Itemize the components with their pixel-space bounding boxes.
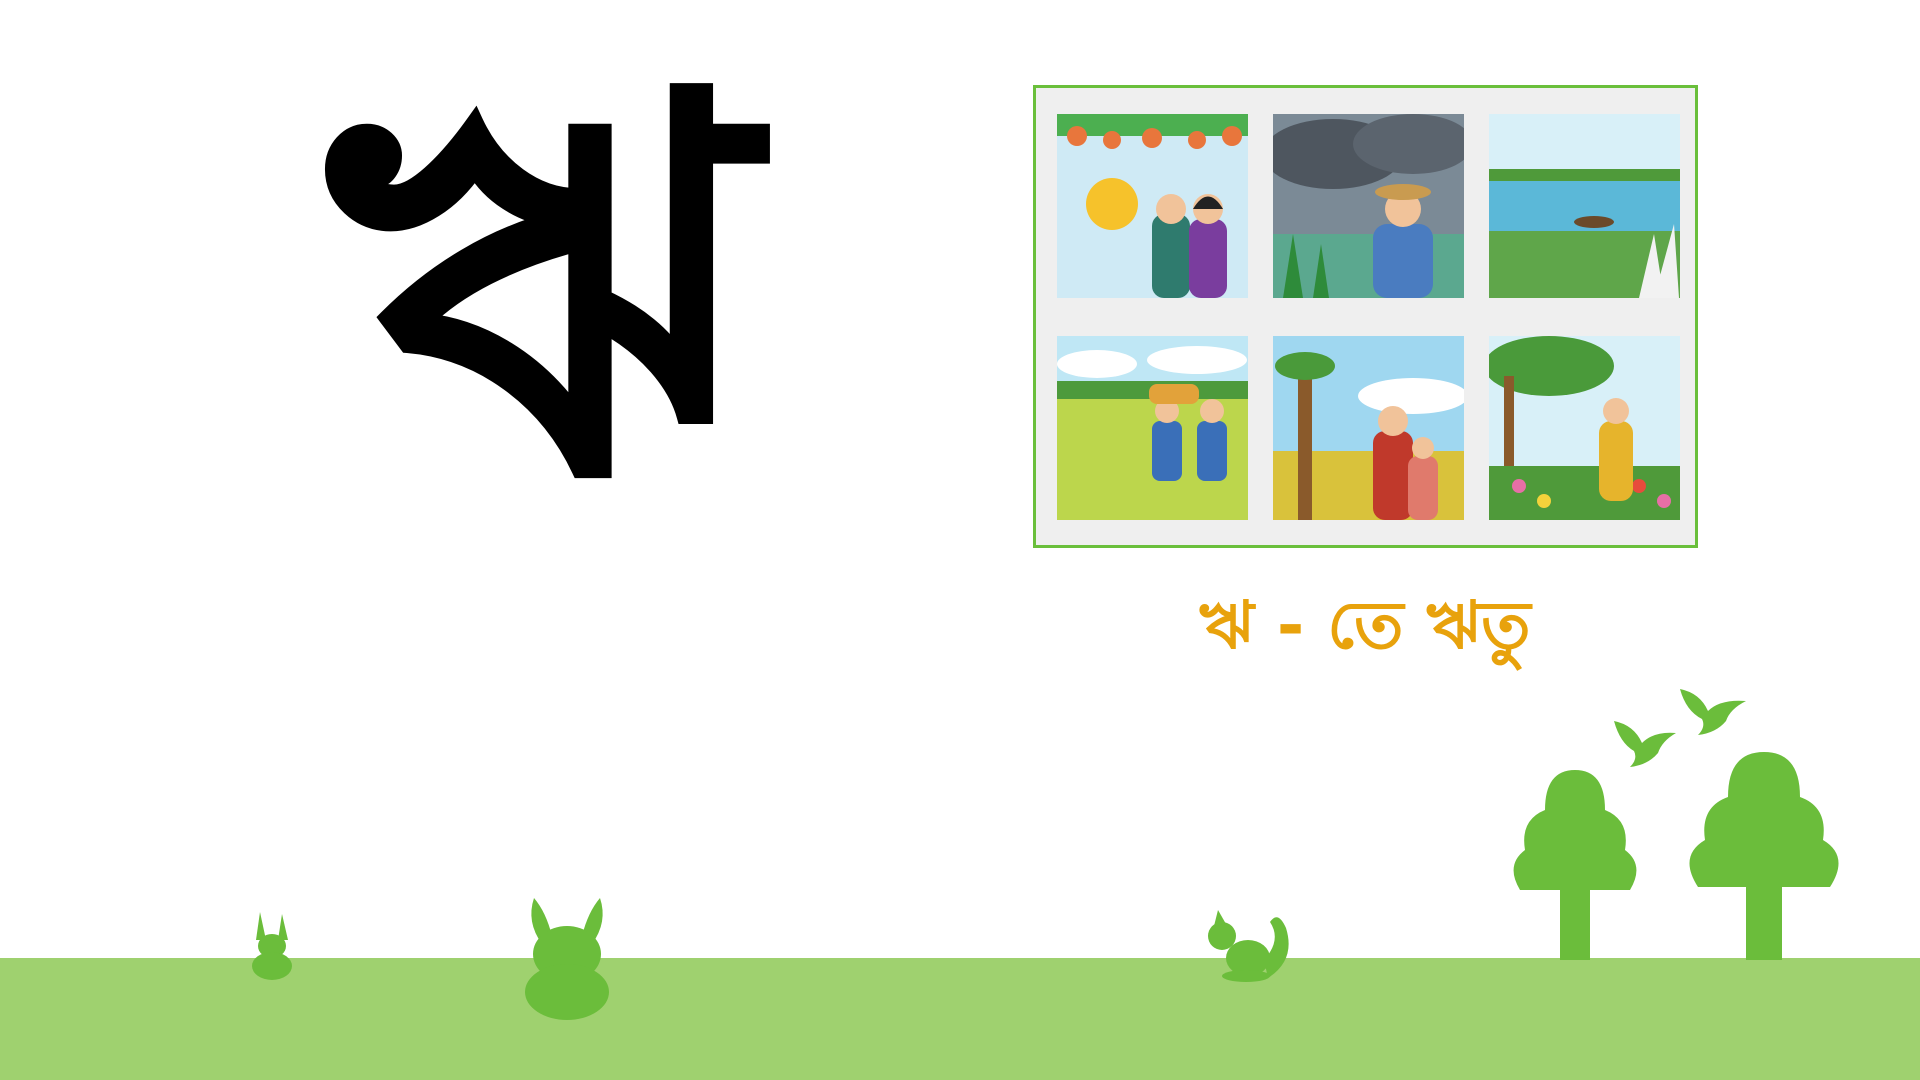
season-spring-image	[1489, 336, 1680, 520]
caption-text: ঋ - তে ঋতু	[1199, 587, 1531, 664]
tree-icon-2	[1678, 752, 1850, 960]
season-late-autumn-image	[1057, 336, 1248, 520]
season-autumn-image	[1489, 114, 1680, 298]
season-rainy-image	[1273, 114, 1464, 298]
season-winter-image	[1273, 336, 1464, 520]
small-rabbit-icon	[246, 910, 298, 982]
large-rabbit-icon	[512, 892, 622, 1022]
bird-icon	[1610, 715, 1678, 771]
bengali-letter: ঋ	[324, 0, 756, 593]
bird-icon-2	[1676, 683, 1748, 739]
tree-icon	[1505, 770, 1645, 960]
season-summer-image	[1057, 114, 1248, 298]
seasons-picture-frame	[1033, 85, 1698, 548]
squirrel-icon	[1198, 900, 1298, 982]
